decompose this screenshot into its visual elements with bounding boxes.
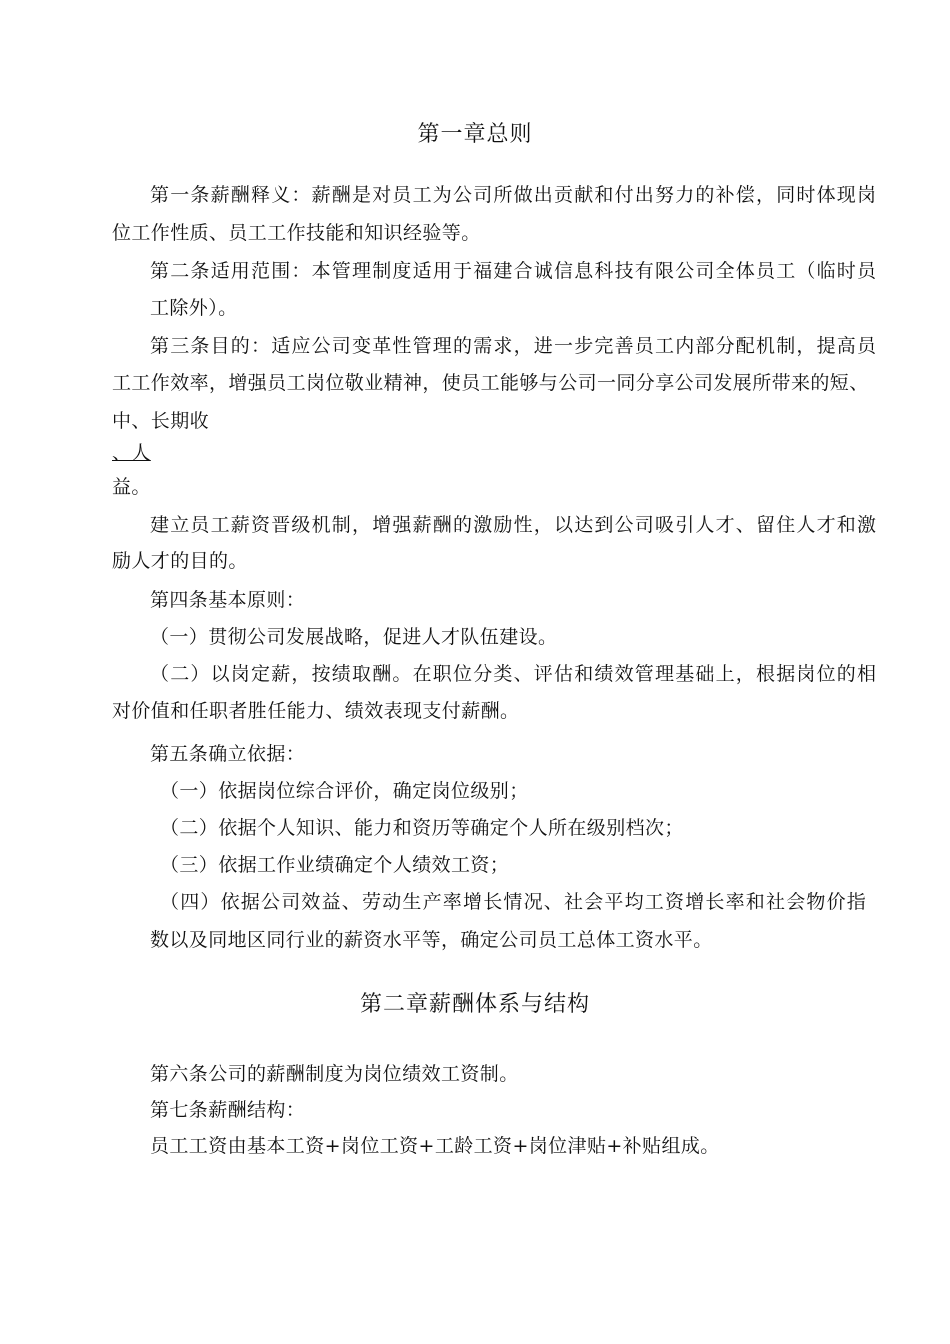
article-5-heading: 第五条确立依据： — [150, 743, 306, 765]
basis-2: （二）依据个人知识、能力和资历等确定个人所在级别档次； — [160, 817, 684, 839]
principle-2-line-1: （二）以岗定薪，按绩取酬。在职位分类、评估和绩效管理基础上，根据岗位的相 — [150, 663, 878, 685]
article-3-line-1: 第三条目的：适应公司变革性管理的需求，进一步完善员工内部分配机制，提高员 — [150, 335, 878, 357]
chapter-1-title: 第一章总则 — [417, 122, 533, 147]
article-1-line-2: 位工作性质、员工工作技能和知识经验等。 — [112, 222, 481, 244]
basis-4-line-1: （四）依据公司效益、劳动生产率增长情况、社会平均工资增长率和社会物价指 — [160, 891, 868, 913]
chapter-2-title: 第二章薪酬体系与结构 — [359, 992, 590, 1017]
salary-structure-text: 员工工资由基本工资+岗位工资+工龄工资+岗位津贴+补贴组成。 — [150, 1135, 720, 1157]
principle-1: （一）贯彻公司发展战略，促进人才队伍建设。 — [150, 626, 558, 648]
paragraph-salary-promotion-line-2: 励人才的目的。 — [112, 550, 248, 572]
article-2-line-2: 工除外）。 — [150, 297, 238, 319]
article-7-heading: 第七条薪酬结构： — [150, 1099, 306, 1121]
paragraph-salary-promotion-line-1: 建立员工薪资晋级机制，增强薪酬的激励性，以达到公司吸引人才、留住人才和激 — [150, 514, 878, 536]
article-6: 第六条公司的薪酬制度为岗位绩效工资制。 — [150, 1063, 519, 1085]
principle-2-line-2: 对价值和任职者胜任能力、绩效表现支付薪酬。 — [112, 700, 520, 722]
basis-4-line-2: 数以及同地区同行业的薪资水平等，确定公司员工总体工资水平。 — [150, 929, 713, 951]
basis-1: （一）依据岗位综合评价，确定岗位级别； — [160, 780, 529, 802]
article-3-line-4: 、人 — [112, 442, 151, 464]
article-3-line-3: 中、长期收 — [112, 410, 210, 432]
article-1-line-1: 第一条薪酬释义：薪酬是对员工为公司所做出贡献和付出努力的补偿，同时体现岗 — [150, 184, 878, 206]
article-4-heading: 第四条基本原则： — [150, 589, 306, 611]
basis-3: （三）依据工作业绩确定个人绩效工资； — [160, 854, 510, 876]
article-2-line-1: 第二条适用范围：本管理制度适用于福建合诚信息科技有限公司全体员工（临时员 — [150, 260, 878, 282]
article-3-line-2: 工工作效率，增强员工岗位敬业精神，使员工能够与公司一同分享公司发展所带来的短、 — [112, 372, 869, 394]
article-3-line-5: 益。 — [112, 476, 151, 498]
